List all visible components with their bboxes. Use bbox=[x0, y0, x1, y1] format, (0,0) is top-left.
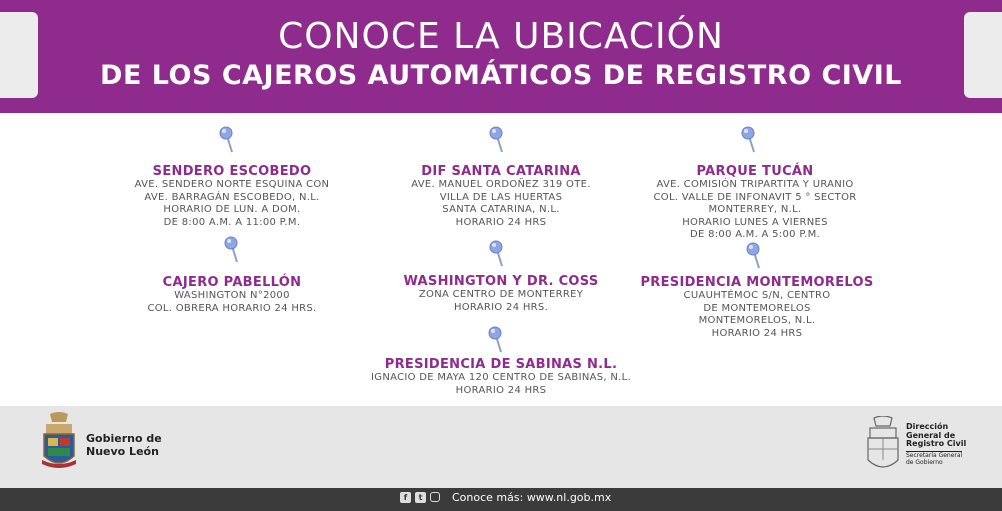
gov-line-2: Nuevo León bbox=[86, 445, 159, 458]
registro-civil-label bbox=[906, 423, 966, 466]
reg-line-3: Registro Civil bbox=[906, 439, 967, 448]
twitter-icon[interactable]: t bbox=[415, 492, 426, 503]
location-name: PRESIDENCIA DE SABINAS N.L. bbox=[384, 357, 618, 372]
location-name: CAJERO PABELLÓN bbox=[162, 275, 302, 290]
location-line: HORARIO 24 HRS bbox=[455, 216, 547, 228]
location-line: COL. OBRERA HORARIO 24 HRS. bbox=[147, 302, 317, 314]
location-presidencia-sabinas bbox=[346, 357, 656, 397]
reg-line-1: Dirección bbox=[906, 422, 949, 431]
location-line: MONTERREY, N.L. bbox=[708, 204, 802, 215]
location-line: DE MONTEMORELOS bbox=[703, 302, 811, 314]
map-pin-icon bbox=[488, 326, 504, 354]
gobierno-nuevo-leon-label bbox=[86, 432, 162, 458]
location-line: HORARIO DE LUN. A DOM. bbox=[163, 204, 301, 215]
header-banner bbox=[0, 0, 1002, 113]
location-dif-santa-catarina bbox=[381, 164, 621, 229]
gov-line-1: Gobierno de bbox=[86, 432, 162, 445]
location-line: CUAUHTÉMOC S/N, CENTRO bbox=[683, 290, 831, 301]
location-name: SENDERO ESCOBEDO bbox=[152, 164, 312, 179]
location-line: DE 8:00 A.M. A 5:00 P.M. bbox=[690, 229, 820, 240]
location-line: AVE. COMISIÓN TRIPARTITA Y URANIO bbox=[656, 179, 854, 190]
location-line: VILLA DE LAS HUERTAS bbox=[439, 191, 563, 203]
social-icons bbox=[400, 492, 440, 503]
location-line: AVE. MANUEL ORDOÑEZ 319 OTE. bbox=[411, 179, 591, 190]
title-line-2: DE LOS CAJEROS AUTOMÁTICOS DE REGISTRO CIVIL bbox=[100, 60, 902, 91]
instagram-icon[interactable] bbox=[430, 492, 440, 502]
location-cajero-pabellon bbox=[112, 275, 352, 315]
location-line: HORARIO 24 HRS bbox=[455, 384, 547, 396]
map-pin-icon bbox=[219, 126, 235, 154]
location-line: MONTEMORELOS, N.L. bbox=[698, 315, 816, 326]
location-line: IGNACIO DE MAYA 120 CENTRO DE SABINAS, N.L. bbox=[371, 372, 631, 383]
location-parque-tucan bbox=[630, 164, 880, 242]
location-presidencia-montemorelos bbox=[630, 275, 884, 340]
location-line: SANTA CATARINA, N.L. bbox=[442, 204, 560, 215]
reg-sub-2: de Gobierno bbox=[906, 458, 943, 466]
location-line: HORARIO LUNES A VIERNES bbox=[682, 216, 828, 228]
location-line: COL. VALLE DE INFONAVIT 5 ° SECTOR bbox=[653, 191, 857, 203]
location-line: HORARIO 24 HRS. bbox=[453, 301, 549, 313]
facebook-icon[interactable]: f bbox=[400, 492, 411, 503]
location-line: HORARIO 24 HRS bbox=[711, 327, 803, 339]
location-name: PARQUE TUCÁN bbox=[696, 164, 814, 179]
location-sendero-escobedo bbox=[112, 164, 352, 229]
location-line: ZONA CENTRO DE MONTERREY bbox=[418, 289, 584, 300]
website-link[interactable]: Conoce más: www.nl.gob.mx bbox=[452, 491, 612, 504]
location-line: AVE. SENDERO NORTE ESQUINA CON bbox=[134, 179, 330, 190]
map-pin-icon bbox=[489, 240, 505, 268]
map-pin-icon bbox=[224, 236, 240, 264]
location-line: WASHINGTON N°2000 bbox=[174, 290, 290, 301]
map-pin-icon bbox=[741, 126, 757, 154]
location-line: AVE. BARRAGÁN ESCOBEDO, N.L. bbox=[144, 191, 320, 203]
reg-sub-1: Secretaría General bbox=[906, 451, 963, 459]
nuevo-leon-crest-icon bbox=[40, 412, 78, 472]
location-name: PRESIDENCIA MONTEMORELOS bbox=[640, 275, 874, 290]
location-washington-dr-coss bbox=[381, 274, 621, 314]
location-line: DE 8:00 A.M. A 11:00 P.M. bbox=[163, 216, 301, 228]
map-pin-icon bbox=[746, 242, 762, 270]
reg-line-2: General de bbox=[906, 430, 956, 440]
registro-civil-seal-icon bbox=[864, 416, 902, 474]
location-name: WASHINGTON Y DR. COSS bbox=[403, 274, 599, 289]
location-name: DIF SANTA CATARINA bbox=[421, 164, 581, 179]
map-pin-icon bbox=[489, 126, 505, 154]
title-line-1: CONOCE LA UBICACIÓN bbox=[278, 16, 724, 57]
